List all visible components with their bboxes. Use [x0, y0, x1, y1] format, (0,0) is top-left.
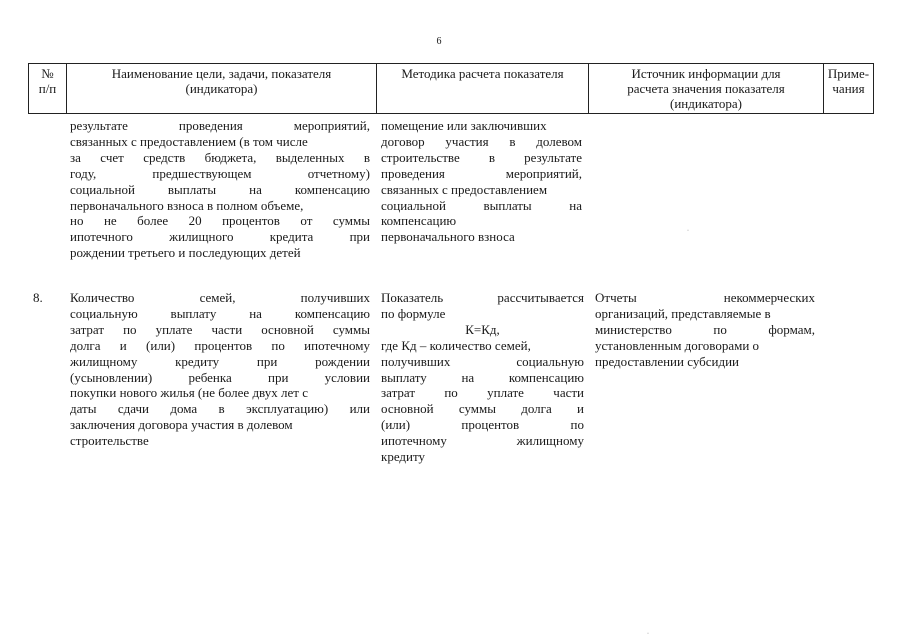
- continued-row-name: результате проведения мероприятий, связанных с предоставлением (в том числе за счет средств бюджета, выделенных в году, предшествующем отчетному) социальной выплаты на компенсацию первоначального взноса в полном объеме, но не более 20 процентов от суммы ипотечного жилищного кредита при рождении третьего и последующих детей: [70, 118, 370, 261]
- header-source: Источник информации для расчета значения показателя (индикатора): [589, 64, 824, 114]
- row-8-name: Количество семей, получивших социальную выплату на компенсацию затрат по уплате части основной суммы долга и (или) процентов по ипотечному жилищному кредиту при рождении (усыновлении) ребенка при условии покупки нового жилья (не более двух лет с даты сдачи дома в эксплуатацию) или заключения договора участия в долевом строительстве: [70, 290, 370, 449]
- header-notes: Приме- чания: [824, 64, 874, 114]
- header-method: Методика расчета показателя: [377, 64, 589, 114]
- row-8-number: 8.: [33, 290, 43, 305]
- page-number: 6: [436, 36, 442, 47]
- row-8-source: Отчеты некоммерческих организаций, представляемые в министерство по формам, установленным договорами о предоставлении субсидии: [595, 290, 815, 369]
- header-name: Наименование цели, задачи, показателя (индикатора): [67, 64, 377, 114]
- table-header: [28, 63, 874, 114]
- continued-row-method: помещение или заключивших договор участия в долевом строительстве в результате проведения мероприятий, связанных с предоставлением социальной выплаты на компенсацию первоначального взноса: [381, 118, 582, 245]
- scan-speck: ·: [647, 631, 649, 637]
- row-8-method: Показатель рассчитывается по формуле К=Кд, где Кд – количество семей, получивших социальную выплату на компенсацию затрат по уплате части основной суммы долга и (или) процентов по ипотечному жилищному кредиту: [381, 290, 584, 465]
- header-number: № п/п: [29, 64, 67, 114]
- scan-speck: ·: [687, 228, 689, 234]
